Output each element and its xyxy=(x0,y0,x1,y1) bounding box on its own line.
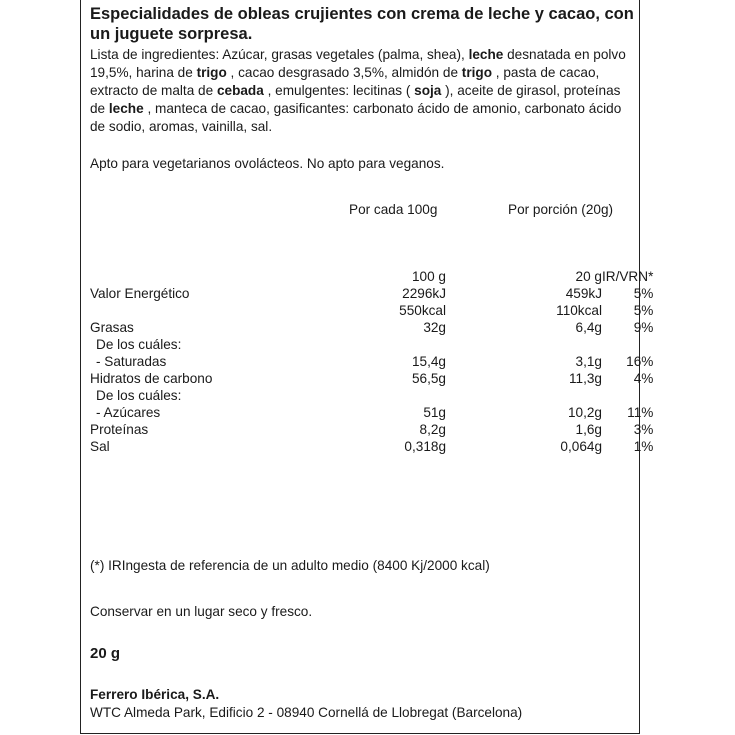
ingredient-text: , cacao desgrasado 3,5%, almidón de xyxy=(226,65,462,80)
value-per-portion: 6,4g xyxy=(575,320,602,335)
nutrition-row xyxy=(90,319,653,336)
nutrient-label xyxy=(90,302,322,319)
value-per-portion xyxy=(446,336,602,353)
nutrition-row xyxy=(90,268,653,285)
nutrition-row xyxy=(90,302,653,319)
ir-footnote: (*) IRIngesta de referencia de un adulto medio (8400 Kj/2000 kcal) xyxy=(90,558,490,573)
value-per-portion: 1,6g xyxy=(575,422,602,437)
diet-note: Apto para vegetarianos ovolácteos. No apto para veganos. xyxy=(90,156,445,171)
header-per-portion: Por porción (20g) xyxy=(508,202,614,217)
value-ir-percent: 11% xyxy=(627,405,654,420)
value-ir-percent: 16% xyxy=(626,354,654,369)
value-per-portion: 459kJ xyxy=(565,286,602,301)
value-per-100g: 56,5g xyxy=(411,371,446,386)
value-ir-percent xyxy=(602,387,653,404)
nutrient-label: De los cuáles: xyxy=(96,337,182,352)
allergen-text: trigo xyxy=(461,65,492,80)
value-per-portion: 110kcal xyxy=(556,303,602,318)
nutrient-label: Proteínas xyxy=(90,422,149,437)
value-ir-percent: 5% xyxy=(633,286,654,301)
ingredient-text: Lista de ingredientes: Azúcar, grasas vegetales (palma, shea), xyxy=(90,47,469,62)
ingredients-list xyxy=(90,46,635,136)
nutrition-row xyxy=(90,421,653,438)
value-per-100g: 15,4g xyxy=(411,354,446,369)
value-per-100g: 100 g xyxy=(411,269,446,284)
nutrition-row xyxy=(90,438,653,455)
allergen-text: leche xyxy=(108,101,144,116)
net-weight: 20 g xyxy=(90,645,121,662)
value-ir-percent: 4% xyxy=(633,371,654,386)
ingredient-text: ), aceite de girasol, proteínas de xyxy=(90,83,621,116)
value-ir-percent: 9% xyxy=(633,320,654,335)
nutrition-row xyxy=(90,336,653,353)
value-per-portion: 3,1g xyxy=(575,354,602,369)
ingredient-text: , manteca de cacao, gasificantes: carbonato ácido de amonio, carbonato ácido de sodio, aromas, vainilla, sal. xyxy=(90,101,622,134)
ingredient-text: , pasta de cacao, extracto de malta de xyxy=(90,65,600,98)
value-per-100g: 2296kJ xyxy=(402,286,446,301)
value-per-portion: 10,2g xyxy=(567,405,602,420)
nutrient-label: Grasas xyxy=(90,320,134,335)
nutrient-label: Sal xyxy=(90,439,110,454)
value-per-100g: 51g xyxy=(423,405,446,420)
ingredient-text: desnatada en polvo 19,5%, harina de xyxy=(90,47,626,80)
nutrition-row xyxy=(90,404,653,421)
value-per-100g: 550kcal xyxy=(399,303,446,318)
value-ir-percent: 5% xyxy=(633,303,654,318)
nutrient-label xyxy=(90,268,322,285)
value-per-portion: 11,3g xyxy=(568,371,602,386)
value-per-portion xyxy=(446,387,602,404)
value-ir-percent xyxy=(602,336,653,353)
value-ir-percent: 3% xyxy=(633,422,654,437)
allergen-text: trigo xyxy=(196,65,227,80)
allergen-text: cebada xyxy=(216,83,264,98)
product-title: Especialidades de obleas crujientes con crema de leche y cacao, con un juguete sorpresa. xyxy=(90,5,634,43)
value-per-100g xyxy=(322,336,446,353)
value-per-100g: 8,2g xyxy=(419,422,446,437)
nutrition-row xyxy=(90,370,653,387)
nutrition-table xyxy=(90,268,653,455)
allergen-text: leche xyxy=(468,47,504,62)
nutrient-label: Valor Energético xyxy=(90,286,190,301)
storage-note: Conservar en un lugar seco y fresco. xyxy=(90,604,313,619)
company-address: WTC Almeda Park, Edificio 2 - 08940 Cornellá de Llobregat (Barcelona) xyxy=(90,705,523,720)
nutrition-row xyxy=(90,353,653,370)
nutrient-label: - Saturadas xyxy=(96,354,167,369)
value-ir-percent: 1% xyxy=(633,439,654,454)
value-per-100g: 0,318g xyxy=(404,439,446,454)
nutrition-row xyxy=(90,285,653,302)
value-per-100g: 32g xyxy=(423,320,446,335)
value-per-portion: 0,064g xyxy=(560,439,602,454)
nutrition-row xyxy=(90,387,653,404)
nutrient-label: - Azúcares xyxy=(96,405,161,420)
value-ir-percent: IR/VRN* xyxy=(602,269,654,284)
header-per-100g: Por cada 100g xyxy=(349,202,438,217)
value-per-100g xyxy=(322,387,446,404)
nutrient-label: Hidratos de carbono xyxy=(90,371,213,386)
value-per-portion: 20 g xyxy=(575,269,602,284)
company-name: Ferrero Ibérica, S.A. xyxy=(90,687,220,702)
allergen-text: soja xyxy=(414,83,442,98)
ingredient-text: , emulgentes: lecitinas ( xyxy=(263,83,415,98)
nutrient-label: De los cuáles: xyxy=(96,388,182,403)
